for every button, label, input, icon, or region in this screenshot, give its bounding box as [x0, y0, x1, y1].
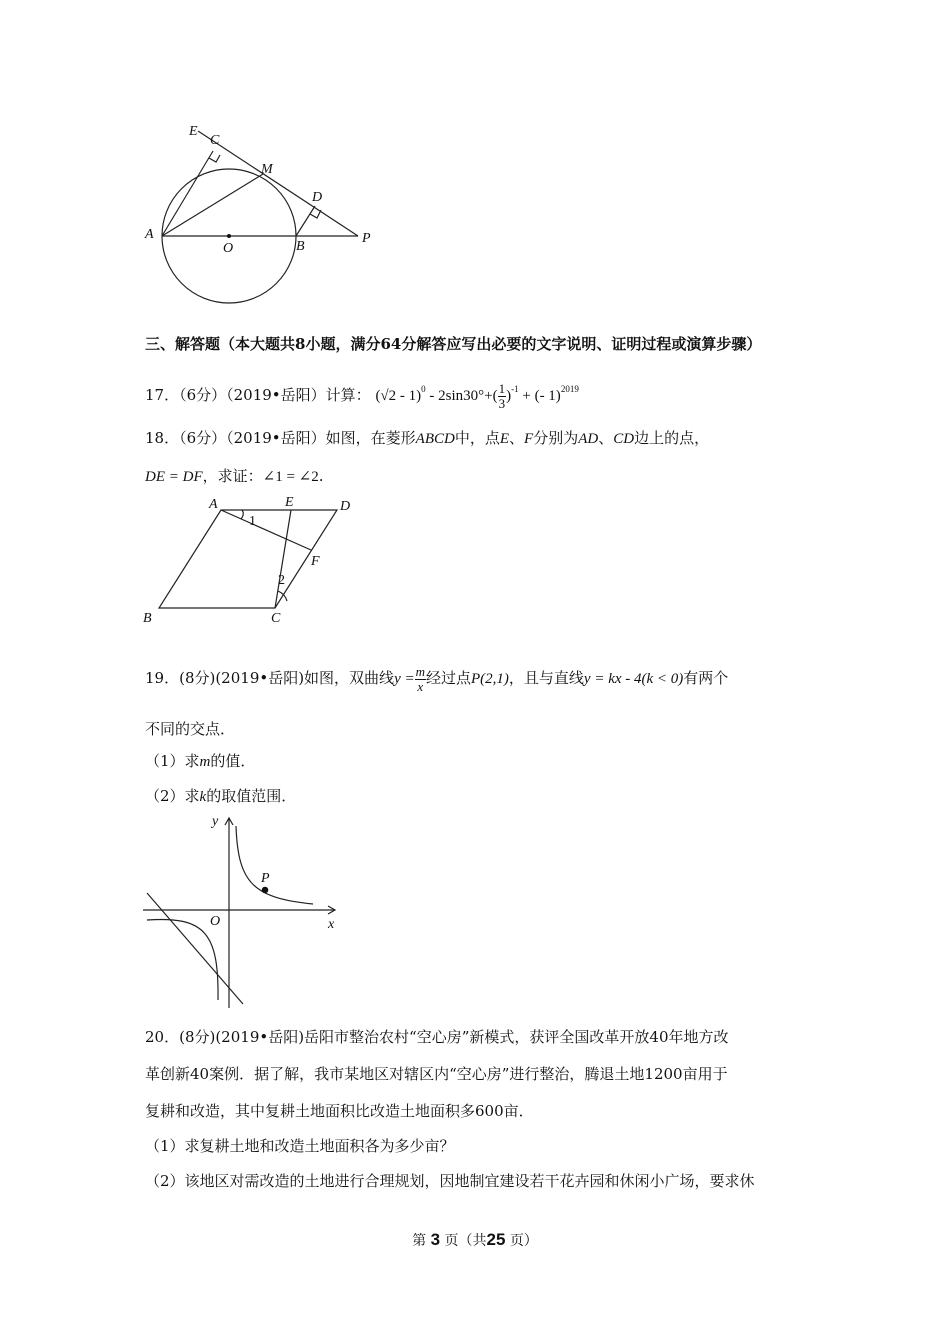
footer-text-c: 页）	[509, 1233, 538, 1249]
center-point-o	[227, 234, 231, 238]
q17-prefix: 17．（6分）（2019•岳阳）计算：	[145, 386, 371, 404]
label-b: B	[143, 611, 152, 626]
q18-text-a: 18．（6分）（2019•岳阳）如图，在菱形	[145, 429, 416, 447]
q19-point-p: P(2,1)	[471, 671, 509, 687]
q19-sub2-b: 的取值范围．	[206, 787, 297, 805]
q17-sup-d: 2019	[560, 384, 579, 394]
label-b: B	[296, 239, 305, 254]
question-19-line1	[145, 664, 728, 694]
q19-sub2-a: （2）求	[145, 787, 200, 805]
q18-period: .	[318, 467, 324, 485]
q19-sub2-var: k	[199, 789, 207, 805]
q18-sep2: 、	[598, 429, 614, 447]
q18-text-c: 分别为	[533, 429, 579, 447]
point-p	[262, 887, 269, 894]
q17-expr-c: )	[506, 388, 512, 404]
q17-expr-d: + (- 1)	[518, 388, 561, 404]
label-e: E	[285, 495, 294, 510]
label-f: F	[311, 554, 320, 569]
question-20-line3: 复耕和改造，其中复耕土地面积比改造土地面积多600亩．	[145, 1102, 534, 1120]
q18-angle-claim: ∠1 = ∠2	[262, 469, 319, 485]
q18-prove-label: ，求证：	[202, 467, 263, 485]
q18-sep: 、	[509, 429, 525, 447]
page-footer	[0, 1230, 950, 1250]
label-angle-2: 2	[278, 573, 285, 588]
question-19-line2: 不同的交点．	[145, 720, 236, 738]
q19-frac-den: x	[417, 678, 424, 694]
question-20-line2: 革创新40案例．据了解，我市某地区对辖区内“空心房”进行整治，腾退土地1200亩用于	[145, 1065, 728, 1083]
label-d: D	[312, 190, 323, 205]
q19-suffix: 有两个	[683, 669, 729, 687]
q18-point-e: E	[499, 431, 510, 447]
q18-equation: DE = DF	[145, 469, 203, 485]
label-c: C	[271, 611, 281, 626]
q17-expr-a: (√2 - 1)	[375, 388, 422, 404]
angle-1-arc	[241, 510, 243, 519]
q19-fraction	[415, 665, 426, 694]
rhombus-figure	[135, 490, 365, 630]
label-x: x	[328, 917, 335, 932]
label-a: A	[209, 497, 218, 512]
q18-seg-cd: CD	[613, 431, 635, 447]
q17-frac-num: 1	[498, 380, 506, 396]
segment-ac	[162, 151, 213, 236]
q18-rhombus: ABCD	[415, 431, 455, 447]
q17-frac-den: 3	[498, 395, 506, 411]
question-17	[145, 378, 579, 411]
q19-sub1-a: （1）求	[145, 752, 200, 770]
label-d: D	[340, 499, 351, 514]
q17-sup-a: 0	[421, 384, 426, 394]
question-20-line1: 20．(8分)(2019•岳阳)岳阳市整治农村“空心房”新模式，获评全国改革开放40年地方改	[145, 1028, 729, 1046]
q19-frac-num: m	[415, 663, 425, 679]
hyperbola-graph	[135, 808, 355, 1013]
segment-ce	[275, 510, 291, 608]
footer-text-a: 第	[412, 1233, 427, 1249]
segment-am	[162, 174, 263, 236]
label-p: P	[362, 231, 371, 246]
segment-bd	[296, 206, 315, 236]
question-19-sub2	[145, 785, 296, 808]
label-y: y	[212, 814, 219, 829]
footer-text-b: 页（共	[444, 1233, 487, 1249]
circle-tangent-figure	[135, 115, 385, 310]
footer-total-pages: 25	[486, 1230, 506, 1249]
q19-text-b: ，且与直线	[508, 669, 584, 687]
q19-sub1-var: m	[199, 754, 211, 770]
label-e: E	[189, 124, 198, 139]
segment-af	[221, 510, 311, 550]
q18-text-d: 边上的点，	[634, 429, 710, 447]
q19-text-a: 经过点	[425, 669, 471, 687]
label-m: M	[261, 162, 273, 177]
label-a: A	[145, 227, 154, 242]
label-p: P	[261, 871, 270, 886]
label-angle-1: 1	[249, 514, 256, 529]
q17-sup-c: -1	[511, 384, 519, 394]
q19-line-eq: y = kx - 4(k < 0)	[583, 671, 684, 687]
q18-point-f: F	[524, 431, 534, 447]
section-title: 三、解答题（本大题共8小题，满分64分解答应写出必要的文字说明、证明过程或演算步骤）	[145, 335, 762, 353]
q17-expr-b: - 2sin30°+(	[425, 388, 498, 404]
question-19-sub1	[145, 750, 255, 773]
tangent-line-ep	[198, 131, 358, 236]
question-20-sub2: （2）该地区对需改造的土地进行合理规划，因地制宜建设若干花卉园和休闲小广场，要求休	[145, 1172, 755, 1190]
q19-sub1-b: 的值．	[210, 752, 256, 770]
hyperbola-branch-1	[236, 826, 313, 904]
q18-seg-ad: AD	[578, 431, 599, 447]
question-20-sub1: （1）求复耕土地和改造土地面积各为多少亩？	[145, 1137, 455, 1155]
label-c: C	[210, 133, 220, 148]
q17-fraction	[498, 382, 507, 411]
q19-y-equals: y =	[394, 671, 415, 687]
q18-text-b: 中，点	[454, 429, 500, 447]
footer-page-number: 3	[430, 1230, 441, 1249]
hyperbola-branch-2	[147, 919, 218, 1000]
q19-prefix: 19．(8分)(2019•岳阳)如图，双曲线	[145, 669, 395, 687]
label-o: O	[223, 241, 234, 256]
question-18-line2	[145, 465, 324, 488]
label-o: O	[210, 914, 221, 929]
question-18-line1	[145, 427, 709, 450]
